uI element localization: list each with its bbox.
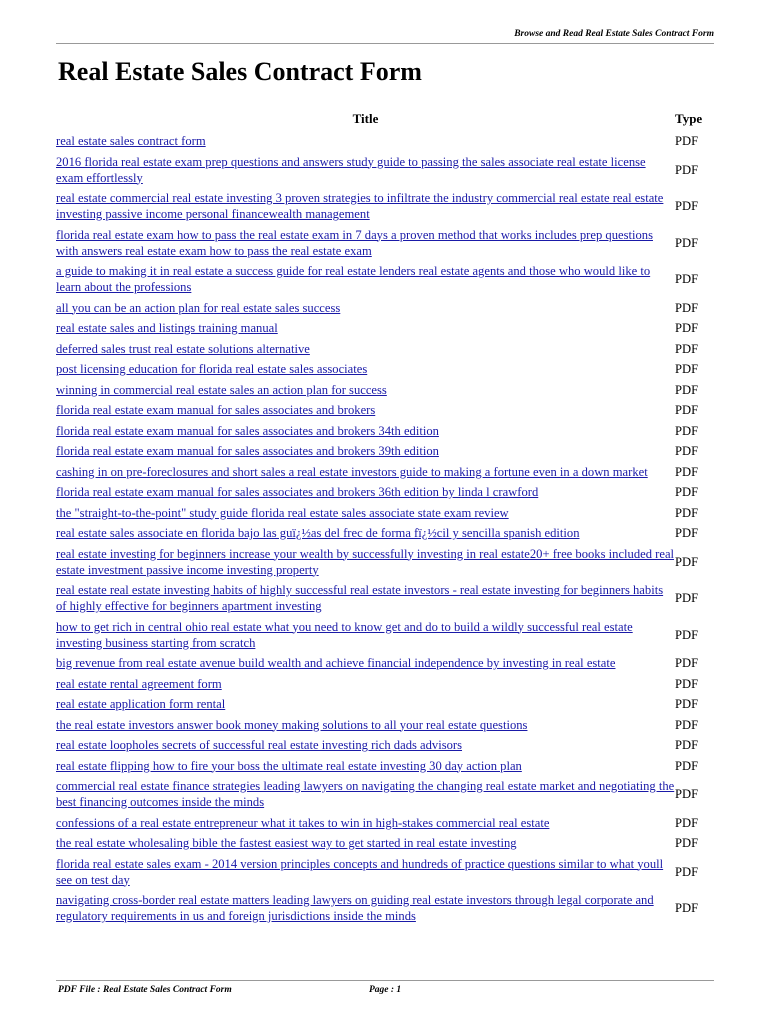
document-link[interactable]: real estate commercial real estate investing 3 proven strategies to infiltrate the industry commercial real estate real estate investing passive income personal financewealth management xyxy=(56,191,664,221)
table-row xyxy=(56,503,720,524)
table-row xyxy=(56,617,720,654)
row-type-cell: PDF xyxy=(675,199,699,213)
table-row xyxy=(56,225,720,262)
row-title-cell xyxy=(56,890,675,927)
row-title-cell xyxy=(56,756,675,777)
row-type-cell: PDF xyxy=(675,272,699,286)
table-row xyxy=(56,380,720,401)
row-title-cell xyxy=(56,813,675,834)
row-title-cell xyxy=(56,617,675,654)
row-type-cell: PDF xyxy=(675,815,699,830)
document-table xyxy=(56,111,720,927)
row-type-cell: PDF xyxy=(675,235,699,250)
row-title-cell xyxy=(56,503,675,524)
table-row xyxy=(56,854,720,891)
table-row xyxy=(56,694,720,715)
table-row xyxy=(56,421,720,442)
document-link[interactable]: the "straight-to-the-point" study guide florida real estate sales associate state exam review xyxy=(56,505,509,520)
table-row xyxy=(56,544,720,581)
row-title-cell xyxy=(56,152,675,189)
table-row xyxy=(56,482,720,503)
document-link[interactable]: post licensing education for florida real estate sales associates xyxy=(56,362,368,376)
row-title-cell xyxy=(56,735,675,756)
row-type-cell: PDF xyxy=(675,485,699,499)
table-row xyxy=(56,653,720,674)
row-title-cell xyxy=(56,694,675,715)
running-header: Browse and Read Real Estate Sales Contract Form xyxy=(514,29,714,39)
table-row xyxy=(56,261,720,298)
row-title-cell xyxy=(56,776,675,813)
table-row xyxy=(56,890,720,927)
table-row xyxy=(56,298,720,319)
row-type-cell: PDF xyxy=(675,676,699,691)
document-link[interactable]: real estate rental agreement form xyxy=(56,676,222,691)
row-title-cell xyxy=(56,441,675,462)
row-type-cell: PDF xyxy=(675,300,699,315)
table-row xyxy=(56,715,720,736)
row-title-cell xyxy=(56,318,675,339)
column-header-type: Type xyxy=(675,111,703,126)
table-row xyxy=(56,339,720,360)
row-type-cell: PDF xyxy=(675,864,699,879)
document-link[interactable]: real estate flipping how to fire your boss the ultimate real estate investing 30 day action plan xyxy=(56,758,522,773)
table-row xyxy=(56,833,720,854)
row-type-cell: PDF xyxy=(675,134,699,148)
table-row xyxy=(56,735,720,756)
row-title-cell xyxy=(56,482,675,503)
row-type-cell: PDF xyxy=(675,382,699,397)
row-type-cell: PDF xyxy=(675,423,699,438)
row-title-cell xyxy=(56,380,675,401)
document-link[interactable]: the real estate investors answer book money making solutions to all your real estate questions xyxy=(56,717,528,732)
row-title-cell xyxy=(56,339,675,360)
row-type-cell: PDF xyxy=(675,321,699,335)
document-link[interactable]: confessions of a real estate entrepreneur what it takes to win in high-stakes commercial real estate xyxy=(56,815,550,830)
row-title-cell xyxy=(56,261,675,298)
document-link[interactable]: a guide to making it in real estate a success guide for real estate lenders real estate agents and those who would like to learn about the professions xyxy=(56,264,651,294)
document-link[interactable]: florida real estate exam manual for sales associates and brokers 39th edition xyxy=(56,444,439,458)
table-row xyxy=(56,188,720,225)
document-link[interactable]: florida real estate exam manual for sales associates and brokers xyxy=(56,403,376,417)
row-type-cell: PDF xyxy=(675,464,699,479)
document-link[interactable]: the real estate wholesaling bible the fastest easiest way to get started in real estate investing xyxy=(56,836,517,850)
row-title-cell xyxy=(56,523,675,544)
row-type-cell: PDF xyxy=(675,787,699,801)
row-title-cell xyxy=(56,359,675,380)
row-title-cell xyxy=(56,854,675,891)
row-type-cell: PDF xyxy=(675,697,699,711)
row-title-cell xyxy=(56,462,675,483)
table-row xyxy=(56,152,720,189)
row-type-cell: PDF xyxy=(675,554,699,569)
document-link[interactable]: real estate sales contract form xyxy=(56,134,206,148)
row-title-cell xyxy=(56,131,675,152)
document-link[interactable]: real estate investing for beginners increase your wealth by successfully investing in real estate20+ free books included real estate investment passive income investing property xyxy=(56,546,675,577)
row-type-cell: PDF xyxy=(675,627,699,642)
row-type-cell: PDF xyxy=(675,836,699,850)
document-link[interactable]: real estate sales and listings training manual xyxy=(56,321,278,335)
footer-divider xyxy=(56,980,714,981)
row-type-cell: PDF xyxy=(675,738,699,752)
document-link[interactable]: cashing in on pre-foreclosures and short sales a real estate investors guide to making a fortune even in a down market xyxy=(56,464,648,479)
table-row xyxy=(56,359,720,380)
header-divider xyxy=(56,43,714,44)
document-link[interactable]: real estate application form rental xyxy=(56,697,226,711)
row-title-cell xyxy=(56,400,675,421)
document-link[interactable]: florida real estate exam how to pass the real estate exam in 7 days a proven method that works includes prep questions with answers real estate exam how to pass the real estate exam xyxy=(56,227,653,258)
row-type-cell: PDF xyxy=(675,505,699,520)
row-title-cell xyxy=(56,580,675,617)
document-link[interactable]: florida real estate exam manual for sales associates and brokers 36th edition by linda l crawford xyxy=(56,485,539,499)
footer-page-label: Page : 1 xyxy=(369,985,402,995)
row-title-cell xyxy=(56,544,675,581)
document-link[interactable]: deferred sales trust real estate solutions alternative xyxy=(56,341,310,356)
row-title-cell xyxy=(56,225,675,262)
document-link[interactable]: how to get rich in central ohio real estate what you need to know get and do to build a wildly successful real estate investing business starting from scratch xyxy=(56,619,633,650)
document-link[interactable]: real estate loopholes secrets of successful real estate investing rich dads advisors xyxy=(56,738,463,752)
document-title: Real Estate Sales Contract Form xyxy=(58,57,422,86)
row-title-cell xyxy=(56,674,675,695)
row-title-cell xyxy=(56,653,675,674)
table-row xyxy=(56,131,720,152)
row-type-cell: PDF xyxy=(675,656,699,670)
row-type-cell: PDF xyxy=(675,444,699,458)
table-row xyxy=(56,462,720,483)
document-link[interactable]: big revenue from real estate avenue build wealth and achieve financial independence by investing in real estate xyxy=(56,656,616,670)
document-link[interactable]: florida real estate sales exam - 2014 version principles concepts and hundreds of practice questions similar to what youll see on test day xyxy=(56,856,664,887)
column-header-title: Title xyxy=(352,111,379,126)
row-type-cell: PDF xyxy=(675,162,699,177)
table-row xyxy=(56,400,720,421)
table-row xyxy=(56,674,720,695)
table-row xyxy=(56,580,720,617)
row-type-cell: PDF xyxy=(675,758,699,773)
document-link[interactable]: florida real estate exam manual for sales associates and brokers 34th edition xyxy=(56,423,439,438)
table-header-row xyxy=(56,111,720,131)
row-type-cell: PDF xyxy=(675,362,699,376)
table-row xyxy=(56,756,720,777)
row-type-cell: PDF xyxy=(675,341,699,356)
document-link[interactable]: commercial real estate finance strategies leading lawyers on navigating the changing real estate market and negotiating the best financing outcomes inside the minds xyxy=(56,779,675,809)
table-row xyxy=(56,523,720,544)
table-row xyxy=(56,813,720,834)
row-title-cell xyxy=(56,715,675,736)
document-link[interactable]: all you can be an action plan for real estate sales success xyxy=(56,300,341,315)
row-type-cell: PDF xyxy=(675,717,699,732)
table-row xyxy=(56,776,720,813)
row-type-cell: PDF xyxy=(675,591,699,605)
row-title-cell xyxy=(56,298,675,319)
document-link[interactable]: real estate sales associate en florida bajo las guï¿½as del frec de forma fï¿½cil y sencilla spanish edition xyxy=(56,526,580,540)
row-type-cell: PDF xyxy=(675,403,699,417)
document-link[interactable]: winning in commercial real estate sales an action plan for success xyxy=(56,382,387,397)
document-link[interactable]: real estate real estate investing habits of highly successful real estate investors - real estate investing for beginners habits of highly effective for beginners apartment investing xyxy=(56,583,664,613)
row-title-cell xyxy=(56,833,675,854)
document-link[interactable]: navigating cross-border real estate matters leading lawyers on guiding real estate investors through legal corporate and regulatory requirements in us and foreign jurisdictions inside the minds xyxy=(56,893,654,923)
footer-file-label: PDF File : Real Estate Sales Contract Form xyxy=(58,985,232,995)
document-link[interactable]: 2016 florida real estate exam prep questions and answers study guide to passing the sales associate real estate license exam effortlessly xyxy=(56,154,646,185)
row-type-cell: PDF xyxy=(675,901,699,915)
row-title-cell xyxy=(56,188,675,225)
table-row xyxy=(56,441,720,462)
row-type-cell: PDF xyxy=(675,526,699,540)
row-title-cell xyxy=(56,421,675,442)
table-row xyxy=(56,318,720,339)
